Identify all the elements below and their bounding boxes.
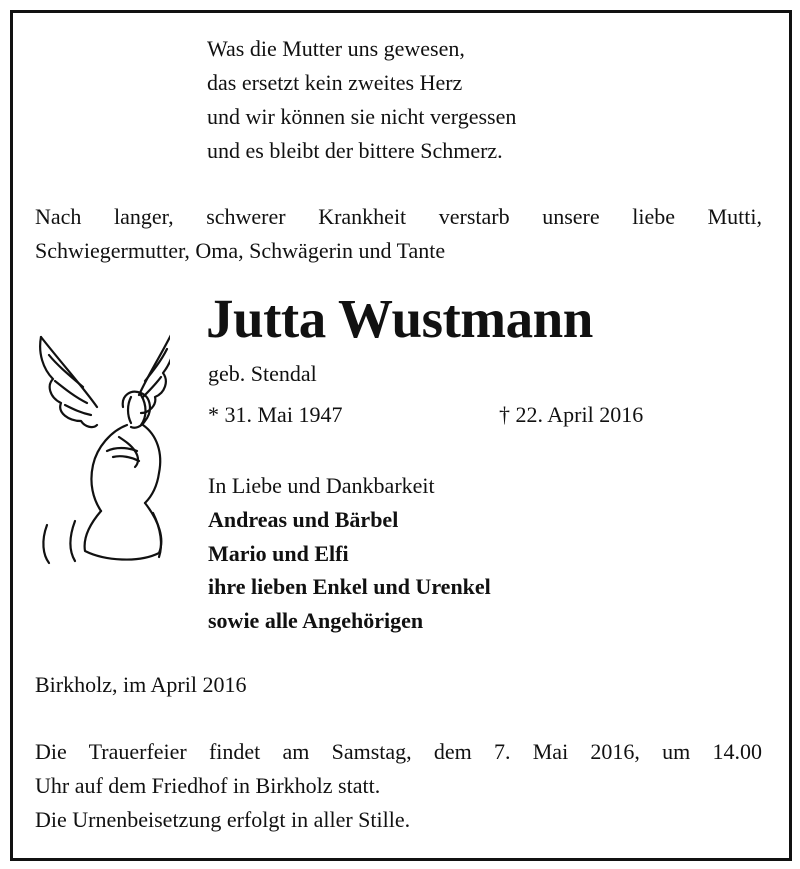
mourners-list (208, 503, 491, 637)
memorial-poem (207, 32, 516, 168)
service-line: Die Urnenbeisetzung erfolgt in aller Stille. (35, 807, 411, 832)
birth-date: * 31. Mai 1947 (208, 402, 343, 427)
announcement-line: Nach langer, schwerer Krankheit verstarb unsere liebe Mutti, (35, 204, 762, 229)
mourner-name: Andreas und Bärbel (208, 507, 399, 532)
angel-icon (35, 325, 170, 573)
mourner-name: ihre lieben Enkel und Urenkel (208, 574, 491, 599)
thanks-line: In Liebe und Dankbarkeit (208, 473, 435, 498)
announcement-line: Schwiegermutter, Oma, Schwägerin und Tante (35, 238, 446, 263)
funeral-service-info (35, 735, 762, 837)
deceased-name: Jutta Wustmann (206, 288, 593, 349)
service-line: Uhr auf dem Friedhof in Birkholz statt. (35, 773, 381, 798)
death-date: † 22. April 2016 (499, 402, 644, 427)
mourner-name: sowie alle Angehörigen (208, 607, 424, 633)
maiden-name: geb. Stendal (208, 361, 317, 386)
poem-line: und es bleibt der bittere Schmerz. (207, 138, 503, 163)
poem-line: das ersetzt kein zweites Herz (207, 70, 463, 95)
place-date: Birkholz, im April 2016 (35, 672, 247, 697)
poem-line: und wir können sie nicht vergessen (207, 104, 517, 129)
poem-line: Was die Mutter uns gewesen, (207, 36, 465, 61)
death-announcement (35, 200, 762, 268)
mourner-name: Mario und Elfi (208, 540, 349, 566)
service-line: Die Trauerfeier findet am Samstag, dem 7. Mai 2016, um 14.00 (35, 739, 762, 764)
